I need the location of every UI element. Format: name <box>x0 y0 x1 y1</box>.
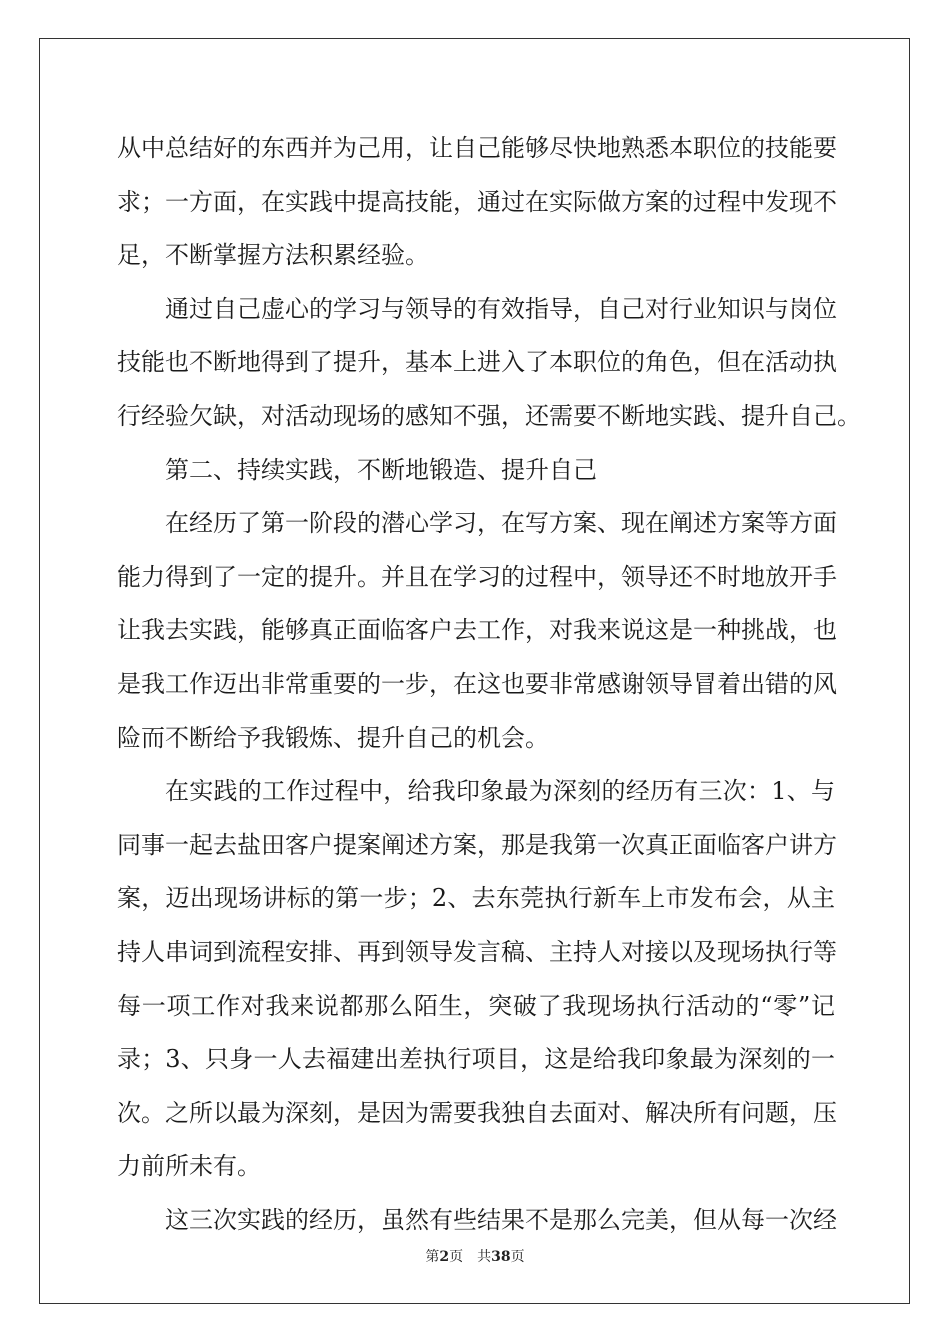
text-line: 险而不断给予我锻炼、提升自己的机会。 <box>117 723 549 752</box>
footer-total-pages: 38 <box>491 1249 511 1265</box>
text-line: 这三次实践的经历，虽然有些结果不是那么完美，但从每一次经 <box>165 1205 837 1234</box>
text-line: 在实践的工作过程中，给我印象最为深刻的经历有三次：1、与 <box>165 777 835 806</box>
text-line: 行经验欠缺，对活动现场的感知不强，还需要不断地实践、提升自己。 <box>117 401 861 430</box>
text-line: 持人串词到流程安排、再到领导发言稿、主持人对接以及现场执行等 <box>117 937 837 966</box>
page-footer <box>0 1246 950 1266</box>
footer-page-prefix: 第 <box>425 1249 440 1265</box>
text-line: 能力得到了一定的提升。并且在学习的过程中，领导还不时地放开手 <box>117 562 837 591</box>
text-line: 让我去实践，能够真正面临客户去工作，对我来说这是一种挑战，也 <box>117 616 837 645</box>
text-line: 第二、持续实践，不断地锻造、提升自己 <box>165 455 597 484</box>
text-line: 每一项工作对我来说都那么陌生，突破了我现场执行活动的“零”记 <box>117 991 835 1020</box>
text-line: 次。之所以最为深刻，是因为需要我独自去面对、解决所有问题，压 <box>117 1098 837 1127</box>
footer-total-prefix: 共 <box>477 1249 492 1265</box>
footer-page-number: 2 <box>439 1249 450 1265</box>
text-line: 案，迈出现场讲标的第一步；2、去东莞执行新车上市发布会，从主 <box>117 884 835 913</box>
text-line: 录；3、只身一人去福建出差执行项目，这是给我印象最为深刻的一 <box>117 1045 835 1074</box>
text-line: 从中总结好的东西并为己用，让自己能够尽快地熟悉本职位的技能要 <box>117 134 837 162</box>
text-line: 通过自己虚心的学习与领导的有效指导，自己对行业知识与岗位 <box>165 294 837 323</box>
footer-page-suffix: 页 <box>449 1249 464 1265</box>
text-line: 足，不断掌握方法积累经验。 <box>117 241 429 270</box>
text-line: 技能也不断地得到了提升，基本上进入了本职位的角色，但在活动执 <box>117 348 837 377</box>
footer-total-suffix: 页 <box>510 1249 525 1265</box>
document-body <box>117 128 861 1253</box>
text-line: 在经历了第一阶段的潜心学习，在写方案、现在阐述方案等方面 <box>165 509 837 538</box>
text-line: 同事一起去盐田客户提案阐述方案，那是我第一次真正面临客户讲方 <box>117 830 837 859</box>
text-line: 求；一方面，在实践中提高技能，通过在实际做方案的过程中发现不 <box>117 187 837 216</box>
text-line: 是我工作迈出非常重要的一步，在这也要非常感谢领导冒着出错的风 <box>117 669 837 698</box>
text-line: 力前所未有。 <box>117 1152 261 1181</box>
